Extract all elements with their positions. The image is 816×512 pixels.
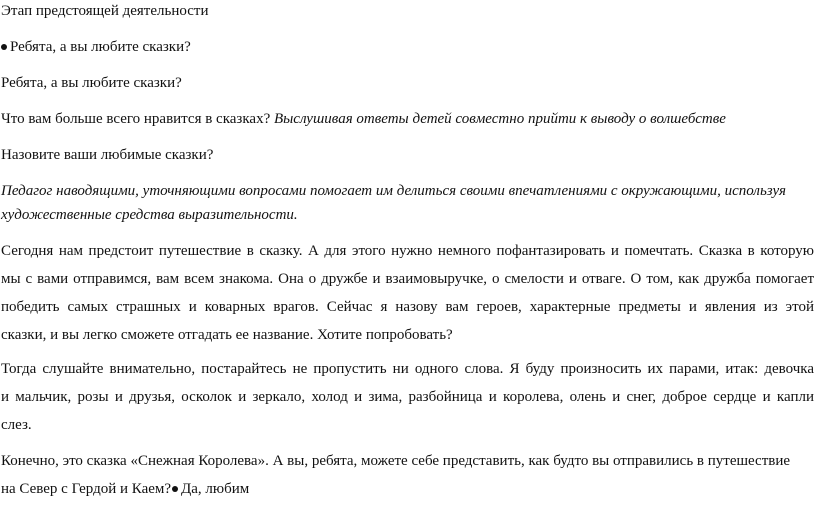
paragraph-3-line-1: Конечно, это сказка «Снежная Королева». А вы, ребята, можете себе представить, как будто вы отправились в путешествие	[1, 453, 791, 469]
paragraph-2-line-1: Тогда слушайте внимательно, постарайтесь не пропустить ни одного слова. Я буду произносить их парами, итак: девочка	[1, 361, 814, 377]
paragraph-3-answer: Да, любим	[181, 481, 250, 497]
question-repeat: Ребята, а вы любите сказки?	[1, 75, 182, 91]
paragraph-3-line-2	[1, 480, 249, 498]
question-favorite-text: Что вам больше всего нравится в сказках?	[1, 111, 271, 127]
paragraph-1-line-3: победить самых страшных и коварных врагов. Сейчас я назову вам героев, характерные предметы и явления из этой	[1, 299, 814, 315]
paragraph-1-line-4: сказки, и вы легко сможете отгадать ее название. Хотите попробовать?	[1, 327, 453, 343]
paragraph-2-line-3: слез.	[1, 417, 32, 433]
bullet-icon	[172, 486, 178, 492]
bullet-icon	[1, 44, 7, 50]
question-names: Назовите ваши любимые сказки?	[1, 147, 214, 163]
paragraph-2-line-2: и мальчик, розы и друзья, осколок и зеркало, холод и зима, разбойница и королева, олень и снег, доброе сердце и капли	[1, 389, 814, 405]
question-favorite	[1, 110, 726, 128]
bullet-question-text: Ребята, а вы любите сказки?	[10, 39, 191, 55]
paragraph-1-line-2: мы с вами отправимся, вам всем знакома. Она о дружбе и взаимовыручке, о смелости и отваге. О том, как дружба помогает	[1, 271, 814, 287]
heading-stage: Этап предстоящей деятельности	[1, 3, 209, 19]
teacher-note-line-1: Педагог наводящими, уточняющими вопросами помогает им делиться своими впечатлениями с окружающими, используя	[1, 183, 786, 199]
paragraph-1-line-1: Сегодня нам предстоит путешествие в сказку. А для этого нужно немного пофантазировать и помечтать. Сказка в которую	[1, 243, 814, 259]
teacher-note-line-2: художественные средства выразительности.	[1, 207, 298, 223]
bullet-question	[1, 38, 191, 56]
paragraph-3-line-2-text: на Север с Гердой и Каем?	[1, 481, 172, 497]
question-favorite-note: Выслушивая ответы детей совместно прийти к выводу о волшебстве	[273, 111, 726, 127]
